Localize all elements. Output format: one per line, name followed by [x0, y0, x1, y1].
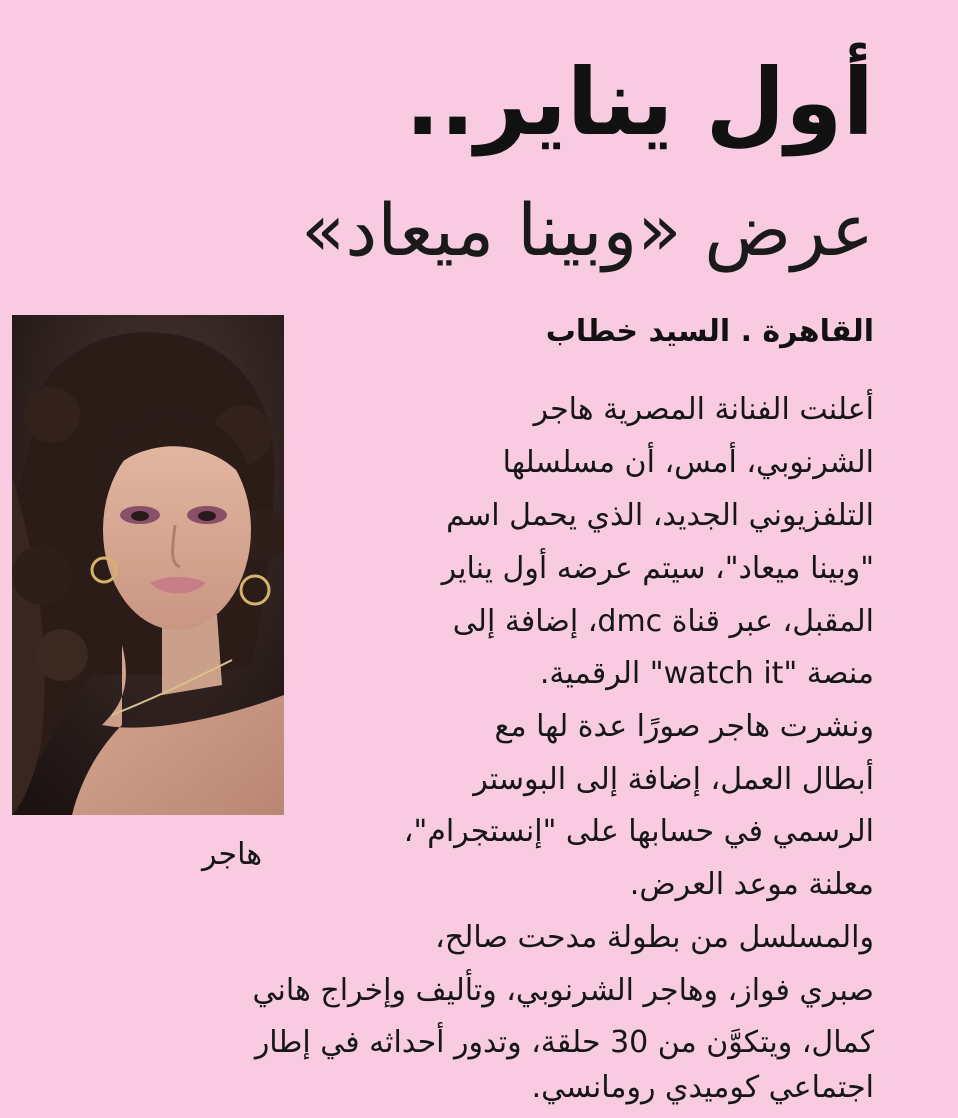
body-line: ونشرت هاجر صورًا عدة لها مع [494, 709, 874, 744]
portrait-photo [12, 315, 284, 815]
body-line: صبري فواز، وهاجر الشرنوبي، وتأليف وإخراج هاني [252, 973, 874, 1008]
body-line: التلفزيوني الجديد، الذي يحمل اسم [446, 498, 874, 533]
byline: القاهرة . السيد خطاب [545, 314, 874, 349]
headline: أول يناير.. [405, 49, 874, 156]
body-line: كمال، ويتكوَّن من 30 حلقة، وتدور أحداثه في إطار [254, 1025, 874, 1060]
body-line: "وبينا ميعاد"، سيتم عرضه أول يناير [441, 551, 874, 586]
body-line: الشرنوبي، أمس، أن مسلسلها [502, 445, 874, 480]
body-line: الرسمي في حسابها على "إنستجرام"، [403, 814, 874, 849]
subheadline: عرض «وبينا ميعاد» [301, 188, 874, 272]
body-line: والمسلسل من بطولة مدحت صالح، [435, 920, 874, 955]
body-line: أعلنت الفنانة المصرية هاجر [533, 392, 874, 427]
body-line: منصة "watch it" الرقمية. [539, 656, 874, 691]
body-line: المقبل، عبر قناة dmc، إضافة إلى [452, 604, 874, 639]
body-line: اجتماعي كوميدي رومانسي. [531, 1070, 874, 1105]
body-line: معلنة موعد العرض. [629, 867, 874, 902]
photo-caption: هاجر [202, 837, 263, 872]
body-line: أبطال العمل، إضافة إلى البوستر [473, 762, 874, 797]
